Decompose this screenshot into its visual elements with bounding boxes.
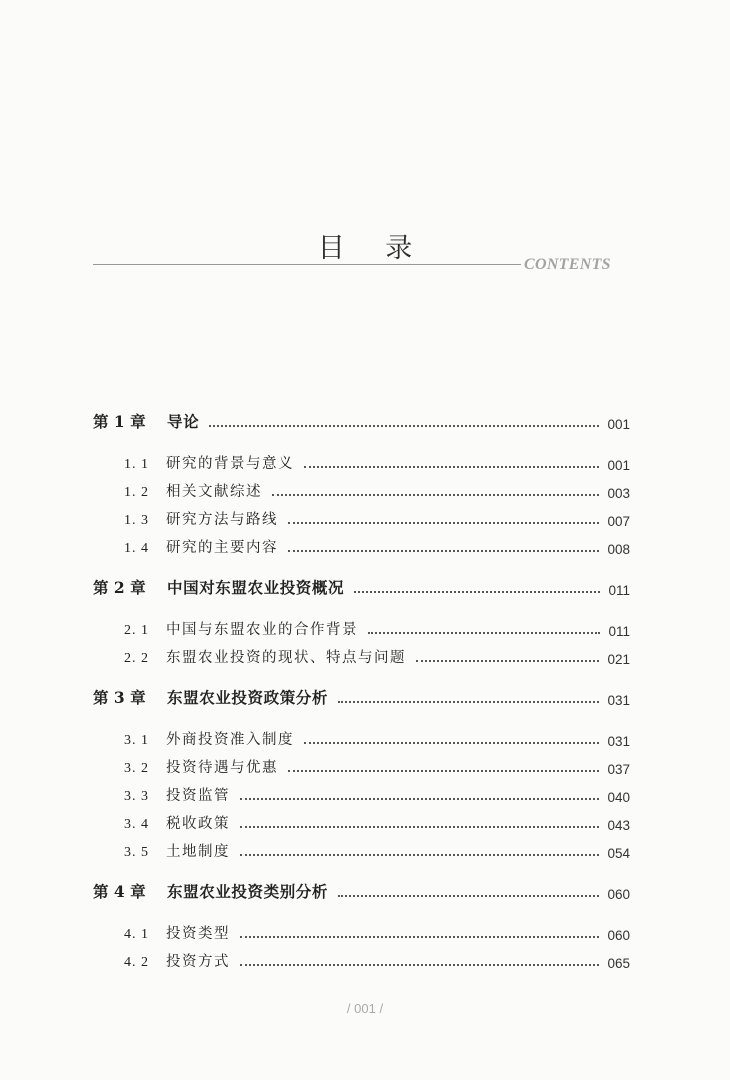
toc-entry-number: 3. 5 — [124, 845, 149, 860]
toc-section-entry[interactable] — [93, 615, 630, 639]
toc-entry-number: 3. 1 — [124, 733, 149, 748]
toc-section-entry[interactable] — [93, 753, 630, 777]
title-divider — [93, 264, 521, 265]
toc-entry-title: 投资监管 — [166, 788, 230, 804]
toc-entry-title: 中国与东盟农业的合作背景 — [166, 622, 358, 638]
toc-entry-page: 031 — [607, 693, 630, 708]
toc-entry-page: 060 — [607, 887, 630, 902]
toc-entry-page: 003 — [607, 486, 630, 501]
toc-entry-number: 3. 3 — [124, 789, 149, 804]
toc-entry-title: 投资待遇与优惠 — [166, 760, 278, 776]
toc-entry-number: 第 1 章 — [93, 412, 146, 431]
toc-entry-title: 研究方法与路线 — [166, 512, 278, 528]
toc-entry-number: 1. 2 — [124, 485, 149, 500]
toc-entry-page: 065 — [607, 956, 630, 971]
dot-leader — [338, 701, 599, 703]
toc-entry-number: 2. 2 — [124, 651, 149, 666]
toc-entry-number: 4. 1 — [124, 927, 149, 942]
dot-leader — [209, 425, 599, 427]
toc-entry-page: 011 — [608, 583, 630, 598]
toc-entry-title: 投资方式 — [166, 954, 230, 970]
toc-section-entry[interactable] — [93, 919, 630, 943]
toc-entry-page: 008 — [607, 542, 630, 557]
toc-entry-page: 054 — [607, 846, 630, 861]
toc-entry-page: 040 — [607, 790, 630, 805]
toc-section-entry[interactable] — [93, 725, 630, 749]
toc-entry-title: 外商投资准入制度 — [166, 732, 294, 748]
dot-leader — [240, 826, 599, 828]
toc-entry-page: 007 — [607, 514, 630, 529]
toc-entry-number: 1. 1 — [124, 457, 149, 472]
toc-entry-page: 001 — [607, 458, 630, 473]
dot-leader — [288, 522, 599, 524]
toc-entry-number: 4. 2 — [124, 955, 149, 970]
toc-entry-title: 研究的主要内容 — [166, 540, 278, 556]
toc-chapter-entry[interactable] — [93, 878, 630, 902]
toc-entry-title: 税收政策 — [166, 816, 230, 832]
toc-section-entry[interactable] — [93, 947, 630, 971]
toc-section-entry[interactable] — [93, 533, 630, 557]
toc-entry-title: 投资类型 — [166, 926, 230, 942]
dot-leader — [240, 936, 599, 938]
toc-entry-page: 011 — [608, 624, 630, 639]
page-title: 目 录 — [317, 233, 429, 264]
toc-section-entry[interactable] — [93, 643, 630, 667]
dot-leader — [338, 895, 599, 897]
toc-entry-number: 2. 1 — [124, 623, 149, 638]
toc-entry-title: 土地制度 — [166, 844, 230, 860]
dot-leader — [272, 494, 599, 496]
toc-entry-title: 中国对东盟农业投资概况 — [167, 578, 345, 597]
dot-leader — [304, 742, 599, 744]
toc-entry-title: 东盟农业投资类别分析 — [167, 882, 329, 901]
toc-section-entry[interactable] — [93, 505, 630, 529]
toc-chapter-entry[interactable] — [93, 574, 630, 598]
toc-entry-number: 第 4 章 — [93, 882, 146, 901]
contents-subtitle: CONTENTS — [524, 256, 611, 273]
toc-section-entry[interactable] — [93, 449, 630, 473]
toc-section-entry[interactable] — [93, 809, 630, 833]
toc-entry-title: 东盟农业投资的现状、特点与问题 — [166, 650, 406, 666]
toc-section-entry[interactable] — [93, 837, 630, 861]
toc-entry-title: 导论 — [167, 412, 200, 431]
toc-entry-page: 043 — [607, 818, 630, 833]
toc-entry-page: 001 — [607, 417, 630, 432]
toc-entry-number: 3. 2 — [124, 761, 149, 776]
toc-entry-number: 1. 3 — [124, 513, 149, 528]
dot-leader — [240, 964, 599, 966]
toc-entry-page: 060 — [607, 928, 630, 943]
dot-leader — [240, 798, 599, 800]
dot-leader — [288, 550, 599, 552]
toc-section-entry[interactable] — [93, 477, 630, 501]
dot-leader — [368, 632, 600, 634]
toc-entry-page: 021 — [607, 652, 630, 667]
toc-section-entry[interactable] — [93, 781, 630, 805]
dot-leader — [416, 660, 599, 662]
dot-leader — [354, 591, 600, 593]
toc-chapter-entry[interactable] — [93, 684, 630, 708]
toc-entry-number: 3. 4 — [124, 817, 149, 832]
toc-chapter-entry[interactable] — [93, 408, 630, 432]
toc-entry-title: 研究的背景与意义 — [166, 456, 294, 472]
toc-entry-number: 1. 4 — [124, 541, 149, 556]
toc-entry-title: 相关文献综述 — [166, 484, 262, 500]
toc-entry-number: 第 3 章 — [93, 688, 146, 707]
dot-leader — [288, 770, 599, 772]
dot-leader — [304, 466, 599, 468]
toc-entry-title: 东盟农业投资政策分析 — [167, 688, 329, 707]
dot-leader — [240, 854, 599, 856]
page-number: / 001 / — [346, 1001, 384, 1016]
toc-entry-number: 第 2 章 — [93, 578, 146, 597]
toc-entry-page: 037 — [607, 762, 630, 777]
toc-entry-page: 031 — [607, 734, 630, 749]
